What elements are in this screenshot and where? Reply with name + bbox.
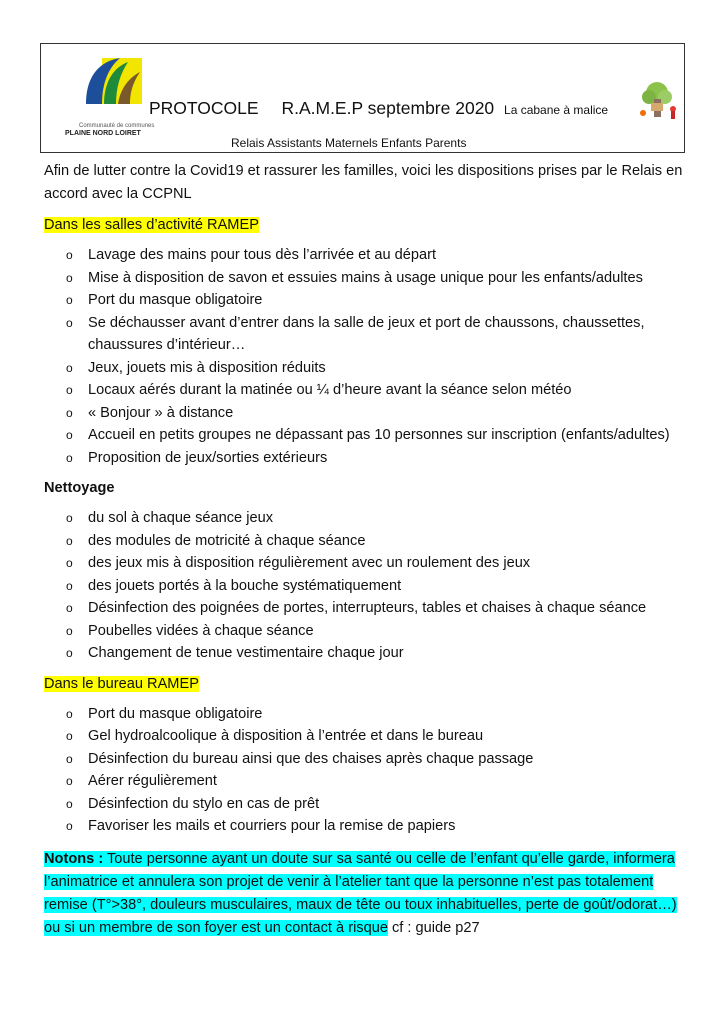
ccpnl-logo — [68, 50, 158, 120]
page-title — [149, 98, 608, 119]
list-item-text: des jouets portés à la bouche systématiquement — [88, 577, 402, 594]
list-item — [44, 748, 684, 771]
list-item-text: Port du masque obligatoire — [88, 705, 263, 722]
list-salles — [44, 244, 684, 469]
subtitle: Relais Assistants Maternels Enfants Parents — [231, 136, 467, 150]
list-item-text: Aérer régulièrement — [88, 773, 217, 789]
bullet-icon: o — [66, 623, 73, 638]
bullet-icon: o — [66, 556, 73, 570]
list-item — [44, 642, 684, 665]
list-item — [44, 267, 684, 290]
bullet-icon: o — [66, 248, 73, 262]
list-item — [44, 552, 684, 575]
list-item-text: Gel hydroalcoolique à disposition à l’entrée et dans le bureau — [88, 728, 484, 744]
list-item-text: Se déchausser avant d’entrer dans la salle de jeux et port de chaussons, chaussettes, chaussures d’intérieur… — [88, 314, 645, 353]
bullet-icon: o — [66, 293, 73, 307]
list-bureau — [44, 703, 684, 838]
list-item-text: Désinfection du bureau ainsi que des chaises après chaque passage — [88, 750, 534, 767]
section-title-nettoyage: Nettoyage — [44, 480, 115, 496]
list-item — [44, 575, 684, 598]
list-item-text: Port du masque obligatoire — [88, 292, 263, 308]
list-item — [44, 620, 684, 643]
list-item-text: du sol à chaque séance jeux — [88, 510, 273, 526]
list-item-text: Accueil en petits groupes ne dépassant pas 10 personnes sur inscription (enfants/adultes) — [88, 427, 670, 443]
list-item — [44, 597, 684, 620]
list-item — [44, 312, 684, 357]
bullet-icon: o — [66, 706, 73, 721]
section-title-salles — [44, 214, 684, 236]
list-item-text: Désinfection des poignées de portes, interrupteurs, tables et chaises à chaque séance — [88, 600, 647, 616]
list-item-text: Changement de tenue vestimentaire chaque jour — [88, 645, 404, 661]
bullet-icon: o — [66, 751, 73, 766]
bullet-icon: o — [66, 428, 73, 442]
bullet-icon: o — [66, 511, 73, 525]
list-item-text: Mise à disposition de savon et essuies mains à usage unique pour les enfants/adultes — [88, 269, 643, 286]
list-item — [44, 770, 684, 793]
cabane-illustration — [637, 79, 682, 121]
list-item — [44, 402, 684, 425]
list-item-text: Proposition de jeux/sorties extérieurs — [88, 449, 328, 466]
bullet-icon: o — [66, 405, 73, 420]
title-ramep: R.A.M.E.P septembre 2020 — [281, 98, 495, 118]
bullet-icon: o — [66, 270, 73, 285]
list-item-text: Poubelles vidées à chaque séance — [88, 622, 314, 639]
list-item — [44, 424, 684, 447]
bullet-icon: o — [66, 796, 73, 811]
list-item-text: Lavage des mains pour tous dès l’arrivée et au départ — [88, 247, 437, 263]
bullet-icon: o — [66, 774, 73, 788]
list-item — [44, 357, 684, 380]
logo-caption: PLAINE NORD LOIRET — [65, 130, 141, 137]
section-title-bureau-text: Dans le bureau RAMEP — [44, 675, 199, 692]
bullet-icon: o — [66, 729, 73, 743]
list-item-text: Favoriser les mails et courriers pour la remise de papiers — [88, 818, 456, 834]
list-item — [44, 289, 684, 312]
list-item-text: des jeux mis à disposition régulièrement avec un roulement des jeux — [88, 555, 531, 571]
bullet-icon: o — [66, 646, 73, 660]
list-item — [44, 530, 684, 553]
list-item-text: « Bonjour » à distance — [88, 404, 234, 421]
list-item — [44, 507, 684, 530]
list-item — [44, 815, 684, 838]
title-cabane: La cabane à malice — [504, 103, 609, 117]
bullet-icon: o — [66, 383, 73, 397]
header-box — [40, 43, 685, 153]
list-item-text: Jeux, jouets mis à disposition réduits — [88, 359, 326, 376]
list-nettoyage — [44, 507, 684, 665]
note-text: Toute personne ayant un doute sur sa santé ou celle de l’enfant qu’elle garde, informera l’animatrice et annulera son projet de venir à l’atelier tant que la personne n’est pas totalement remise (T°>38°, douleurs musculaires, maux de tête ou toux inhabituelles, perte de goût/odorat…) ou si un membre de son foyer est un contact à risque — [44, 850, 677, 936]
bullet-icon: o — [66, 819, 73, 833]
list-item-text: des modules de motricité à chaque séance — [88, 532, 366, 549]
title-protocole: PROTOCOLE — [149, 98, 259, 118]
list-item — [44, 793, 684, 816]
section-title-bureau — [44, 673, 684, 695]
document-body — [44, 160, 684, 940]
section-title-salles-text: Dans les salles d’activité RAMEP — [44, 217, 259, 233]
intro-paragraph: Afin de lutter contre la Covid19 et rassurer les familles, voici les dispositions prises par le Relais en accord avec la CCPNL — [44, 163, 683, 202]
list-item — [44, 244, 684, 267]
list-item-text: Désinfection du stylo en cas de prêt — [88, 795, 320, 812]
note-reference: cf : guide p27 — [387, 919, 480, 936]
note-paragraph — [44, 848, 684, 940]
bullet-icon: o — [66, 315, 73, 330]
list-item — [44, 703, 684, 726]
note-label: Notons : — [44, 850, 104, 867]
list-item — [44, 447, 684, 470]
bullet-icon: o — [66, 450, 73, 465]
bullet-icon: o — [66, 360, 73, 375]
bullet-icon: o — [66, 578, 73, 593]
bullet-icon: o — [66, 533, 73, 548]
list-item — [44, 379, 684, 402]
note-highlight — [44, 851, 677, 936]
list-item — [44, 725, 684, 748]
list-item-text: Locaux aérés durant la matinée ou ¼ d’heure avant la séance selon météo — [88, 382, 572, 398]
bullet-icon: o — [66, 601, 73, 615]
logo-caption-small: Communauté de communes — [79, 123, 155, 129]
